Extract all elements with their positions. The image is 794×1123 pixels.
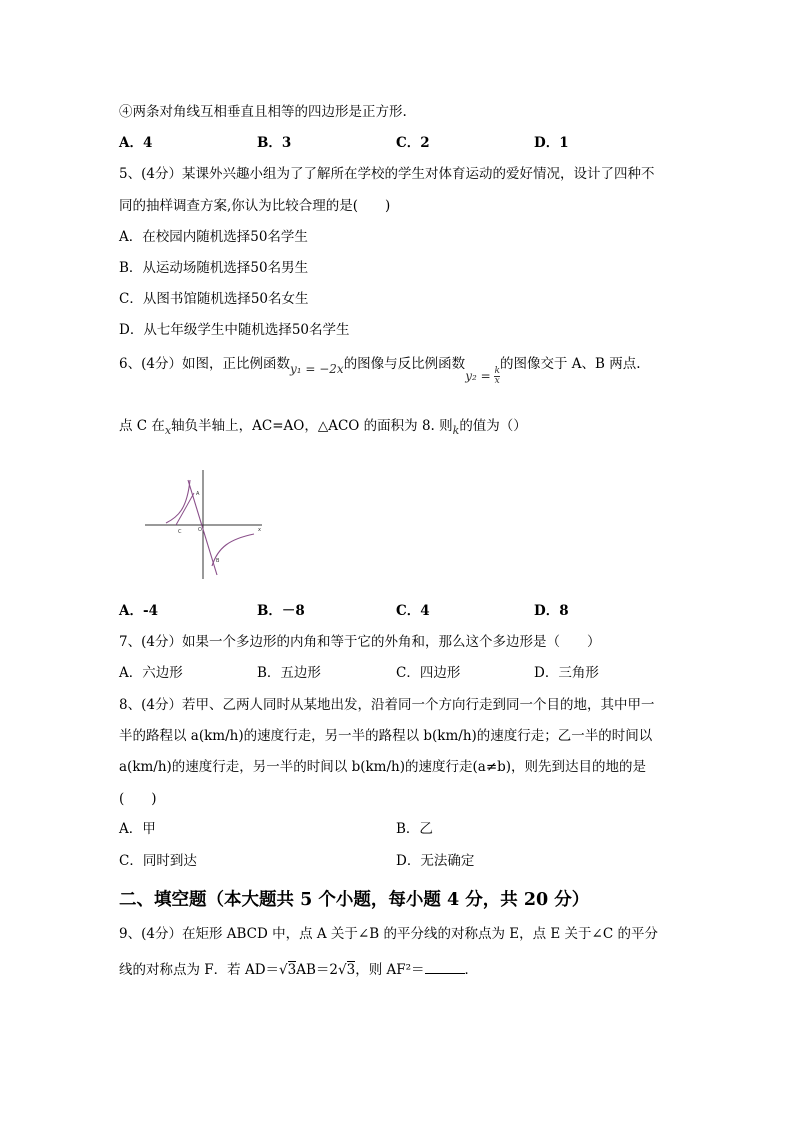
q5-option-c: C．从图书馆随机选择50名女生	[119, 291, 309, 307]
q6-option-d: D．8	[534, 603, 569, 619]
label-x: x	[258, 527, 261, 533]
q7-option-b: B．五边形	[257, 665, 321, 681]
q7-option-a: A．六边形	[119, 665, 183, 681]
sqrt-symbol-2: √	[338, 962, 347, 978]
q5-option-d: D．从七年级学生中随机选择50名学生	[119, 322, 350, 338]
q6-line2-x: x	[164, 424, 172, 437]
label-c: C	[178, 529, 182, 535]
q7-option-c: C．四边形	[396, 665, 461, 681]
q5-option-b: B．从运动场随机选择50名男生	[119, 260, 309, 276]
q9-stem-line2	[119, 960, 478, 980]
q4-option-a: A．4	[119, 135, 153, 151]
q9-line2-e: ，则 AF²＝	[355, 962, 425, 978]
q4-item-4: ④两条对角线互相垂直且相等的四边形是正方形.	[119, 104, 407, 120]
q9-sqrt-3-b: 3	[346, 962, 356, 978]
label-b: B	[216, 558, 220, 564]
q9-stem-line1: 9、(4分）在矩形 ABCD 中，点 A 关于∠B 的平分线的对称点为 E，点 E 关于∠C 的平分	[119, 926, 658, 942]
q6-text-2: 的图像与反比例函数	[343, 356, 466, 372]
q6-formula-1: y₁ = −2x	[289, 362, 344, 376]
q6-line2-k: k	[452, 424, 460, 437]
q8-option-d: D．无法确定	[396, 853, 475, 869]
q7-option-d: D．三角形	[534, 665, 599, 681]
q9-line2-c: AB＝2	[296, 962, 338, 978]
q8-option-c: C．同时到达	[119, 853, 197, 869]
q5-option-a: A．在校园内随机选择50名学生	[119, 229, 308, 245]
q6-formula-2-fraction	[494, 367, 499, 386]
q6-figure	[140, 467, 265, 582]
q6-option-b: B．－8	[257, 603, 305, 619]
q9-sqrt-3-a: 3	[287, 962, 297, 978]
q9-line2-a: 线的对称点为 F．若 AD＝	[119, 962, 280, 978]
answer-blank[interactable]	[425, 961, 465, 974]
q4-option-c: C．2	[396, 135, 430, 151]
q5-stem-line1: 5、(4分）某课外兴趣小组为了了解所在学校的学生对体育运动的爱好情况，设计了四种不	[119, 166, 655, 182]
q6-formula-2-num: k	[494, 366, 500, 376]
q6-line2-c: 的值为（）	[459, 418, 527, 434]
hyperbola-upper-branch	[166, 480, 190, 523]
q6-stem-line2	[119, 416, 527, 437]
q4-option-b: B．3	[257, 135, 292, 151]
q8-stem-line4: ( )	[119, 791, 157, 807]
segment-ac	[176, 493, 194, 525]
q4-option-d: D．1	[534, 135, 569, 151]
q6-formula-2	[465, 366, 500, 386]
q8-stem-line2: 半的路程以 a(km/h)的速度行走，另一半的路程以 b(km/h)的速度行走；乙一半的时间以	[119, 728, 653, 744]
q7-stem: 7、(4分）如果一个多边形的内角和等于它的外角和，那么这个多边形是（ ）	[119, 634, 601, 650]
q6-line2-a: 点 C 在	[119, 418, 165, 434]
q8-stem-line3: a(km/h)的速度行走，另一半的时间以 b(km/h)的速度行走(a≠b)，则先到达目的地的是	[119, 759, 647, 775]
label-o: O	[198, 527, 202, 533]
sqrt-symbol-1: √	[279, 962, 288, 978]
q5-stem-line2: 同的抽样调查方案,你认为比较合理的是( )	[119, 198, 391, 214]
q8-stem-line1: 8、(4分）若甲、乙两人同时从某地出发，沿着同一个方向行走到同一个目的地，其中甲一	[119, 697, 655, 713]
q6-text-3: 的图像交于 A、B 两点.	[499, 356, 641, 372]
q9-line2-f: ．	[464, 962, 479, 978]
q6-option-c: C．4	[396, 603, 430, 619]
q6-stem-line1	[119, 354, 641, 386]
label-a: A	[196, 491, 200, 497]
q6-formula-2-lhs: y₂ =	[465, 369, 491, 383]
q6-option-a: A．-4	[119, 603, 158, 619]
section-2-heading: 二、填空题（本大题共 5 个小题，每小题 4 分，共 20 分）	[119, 890, 590, 910]
q6-formula-2-den: x	[494, 376, 500, 386]
q6-text-1: 6、(4分）如图，正比例函数	[119, 356, 290, 372]
q6-line2-b: 轴负半轴上，AC=AO，△ACO 的面积为 8. 则	[171, 418, 453, 434]
q8-option-b: B．乙	[396, 821, 433, 837]
q8-option-a: A．甲	[119, 821, 156, 837]
